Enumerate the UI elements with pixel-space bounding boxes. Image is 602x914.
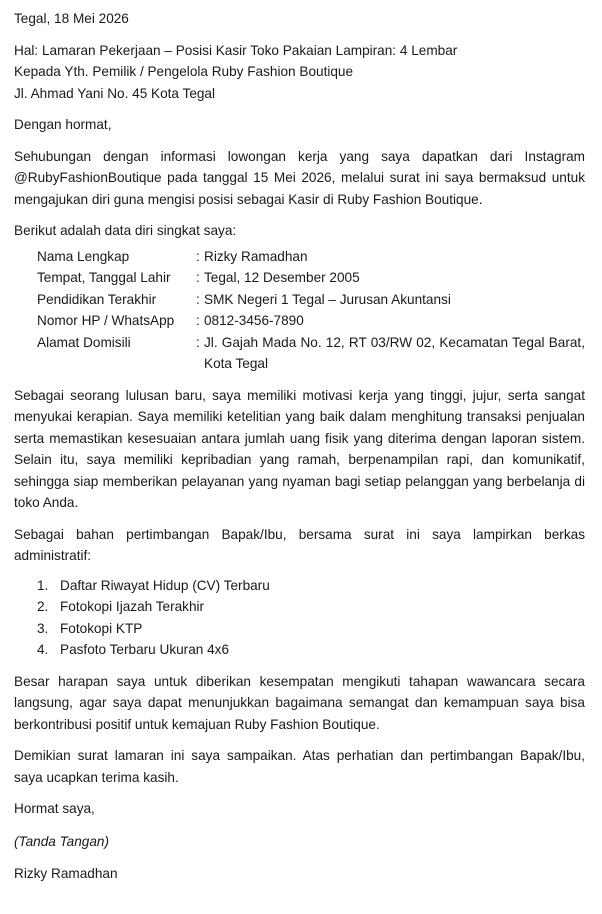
attachments-list <box>14 575 585 661</box>
list-number: 2. <box>37 599 49 614</box>
subject-line: Hal: Lamaran Pekerjaan – Posisi Kasir Toko Pakaian Lampiran: 4 Lembar <box>14 42 458 58</box>
list-number: 3. <box>37 620 49 636</box>
attachments-intro: Sebagai bahan pertimbangan Bapak/Ibu, bersama surat ini saya lampirkan berkas administratif: <box>14 526 585 563</box>
data-intro: Berikut adalah data diri singkat saya: <box>14 223 237 238</box>
salutation: Dengan hormat, <box>14 117 112 132</box>
list-item <box>14 596 585 618</box>
data-row-phone <box>37 310 585 332</box>
list-item <box>14 575 585 597</box>
list-item-text: Fotokopi KTP <box>60 620 143 636</box>
data-row-education <box>37 289 585 311</box>
recipient-line: Kepada Yth. Pemilik / Pengelola Ruby Fashion Boutique <box>14 64 354 79</box>
data-label: Nama Lengkap <box>37 248 130 264</box>
data-value: SMK Negeri 1 Tegal – Jurusan Akuntansi <box>204 291 451 307</box>
data-colon: : <box>196 313 200 328</box>
personal-data-table <box>37 246 585 375</box>
signature-placeholder: (Tanda Tangan) <box>14 833 109 849</box>
closing-greeting: Hormat saya, <box>14 801 95 816</box>
data-row-birth <box>37 267 585 289</box>
data-label: Tempat, Tanggal Lahir <box>37 270 171 285</box>
sender-name: Rizky Ramadhan <box>14 866 118 881</box>
list-item-text: Fotokopi Ijazah Terakhir <box>60 599 205 614</box>
motivation-paragraph: Sebagai seorang lulusan baru, saya memiliki motivasi kerja yang tinggi, jujur, serta sangat menyukai kerapian. Saya memiliki ketelitian yang baik dalam menghitung transaksi penjualan serta memastikan kesesuaian antara jumlah uang fisik yang diterima dengan laporan sistem. Selain itu, saya memiliki kepribadian yang ramah, berpenampilan rapi, dan komunikatif, sehingga siap memberikan pelayanan yang nyaman bagi setiap pelanggan yang berbelanja di toko Anda. <box>14 387 585 510</box>
letter-header <box>14 40 585 105</box>
data-colon: : <box>196 270 200 285</box>
data-label: Pendidikan Terakhir <box>37 291 157 307</box>
closing-paragraph: Demikian surat lamaran ini saya sampaikan. Atas perhatian dan pertimbangan Bapak/Ibu, saya ucapkan terima kasih. <box>14 748 585 785</box>
letter-date: Tegal, 18 Mei 2026 <box>14 11 129 26</box>
recipient-address: Jl. Ahmad Yani No. 45 Kota Tegal <box>14 85 216 101</box>
data-colon: : <box>196 334 200 350</box>
list-item-text: Daftar Riwayat Hidup (CV) Terbaru <box>60 577 270 593</box>
data-colon: : <box>196 248 200 264</box>
list-number: 1. <box>37 577 49 593</box>
data-row-name <box>37 246 585 268</box>
list-item-text: Pasfoto Terbaru Ukuran 4x6 <box>60 642 230 657</box>
intro-paragraph: Sehubungan dengan informasi lowongan kerja yang saya dapatkan dari Instagram @RubyFashionBoutique pada tanggal 15 Mei 2026, melalui surat ini saya bermaksud untuk mengajukan diri guna mengisi posisi sebagai Kasir di Ruby Fashion Boutique. <box>14 148 585 207</box>
data-row-address <box>37 332 585 375</box>
data-label: Alamat Domisili <box>37 334 131 350</box>
data-value: Rizky Ramadhan <box>204 248 308 264</box>
data-value: 0812-3456-7890 <box>204 313 304 328</box>
data-colon: : <box>196 291 200 307</box>
data-value: Tegal, 12 Desember 2005 <box>204 270 360 285</box>
list-item <box>14 639 585 661</box>
hope-paragraph: Besar harapan saya untuk diberikan kesempatan mengikuti tahapan wawancara secara langsung, agar saya dapat menunjukkan bagaimana semangat dan kemampuan saya bisa berkontribusi positif untuk kemajuan Ruby Fashion Boutique. <box>14 673 585 732</box>
data-value: Jl. Gajah Mada No. 12, RT 03/RW 02, Kecamatan Tegal Barat, Kota Tegal <box>204 334 585 371</box>
list-number: 4. <box>37 642 49 657</box>
list-item <box>14 618 585 640</box>
data-label: Nomor HP / WhatsApp <box>37 313 175 328</box>
